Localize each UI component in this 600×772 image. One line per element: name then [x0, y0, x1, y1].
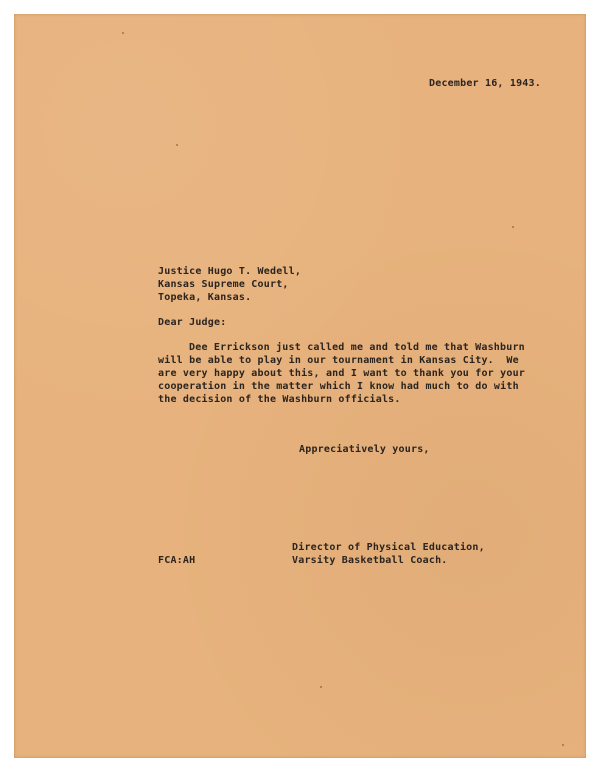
paper-speck	[320, 686, 322, 688]
paper-speck	[122, 32, 124, 34]
inside-address-line-2: Kansas Supreme Court,	[158, 279, 289, 290]
body-line-5: the decision of the Washburn officials.	[158, 394, 401, 405]
body-line-2: will be able to play in our tournament in Kansas City. We	[158, 355, 519, 366]
signature-title-line-2: Varsity Basketball Coach.	[292, 555, 448, 566]
signature-title-line-1: Director of Physical Education,	[292, 542, 485, 553]
paper-speck	[512, 226, 514, 228]
typist-initials: FCA:AH	[158, 555, 196, 566]
paper-speck	[176, 144, 178, 146]
salutation: Dear Judge:	[158, 317, 227, 328]
closing: Appreciatively yours,	[299, 444, 430, 455]
inside-address-line-1: Justice Hugo T. Wedell,	[158, 266, 302, 277]
body-line-4: cooperation in the matter which I know had much to do with	[158, 381, 519, 392]
body-line-1: Dee Errickson just called me and told me that Washburn	[189, 342, 525, 353]
inside-address-line-3: Topeka, Kansas.	[158, 292, 252, 303]
body-line-3: are very happy about this, and I want to thank you for your	[158, 368, 526, 379]
letter-page	[14, 14, 586, 758]
letter-date: December 16, 1943.	[429, 78, 541, 89]
paper-speck	[562, 744, 564, 746]
